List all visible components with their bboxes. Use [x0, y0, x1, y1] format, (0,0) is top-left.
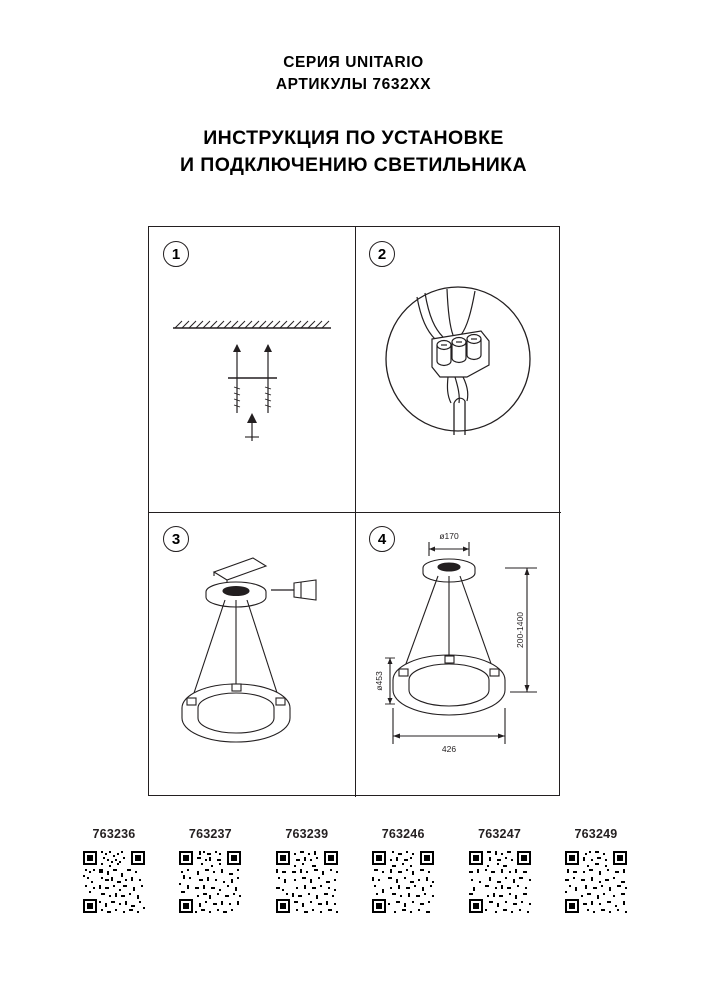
product-code-label: 763237: [188, 827, 232, 841]
product-code-label: 763247: [478, 827, 522, 841]
step-cell-1: [149, 227, 355, 512]
ring-diameter-label: ø453: [374, 671, 384, 691]
instruction-grid: [148, 226, 560, 796]
overall-width-label: 426: [441, 744, 457, 754]
product-code-label: 763249: [574, 827, 618, 841]
step-cell-4: [355, 512, 561, 797]
suspension-range-label: 200-1400: [515, 612, 525, 648]
product-code-label: 763236: [92, 827, 136, 841]
ceiling-anchor-icon: [149, 227, 355, 512]
terminal-block-wiring-icon: [355, 227, 561, 512]
qr-item: [263, 827, 351, 920]
series-label: СЕРИЯ UNITARIO: [283, 54, 424, 71]
qr-item: [359, 827, 447, 920]
qr-code-icon: [467, 849, 533, 915]
qr-item: [70, 827, 158, 920]
step-number-2: 2: [369, 241, 395, 267]
step-cell-2: [355, 227, 561, 512]
step-number-4: 4: [369, 526, 395, 552]
article-label: АРТИКУЛЫ 7632XX: [275, 76, 432, 93]
qr-code-icon: [370, 849, 436, 915]
page-title: [0, 125, 707, 179]
product-code-label: 763239: [285, 827, 329, 841]
qr-item: [456, 827, 544, 920]
step-number-3: 3: [163, 526, 189, 552]
canopy-mount-icon: [149, 512, 355, 797]
product-code-label: 763246: [381, 827, 425, 841]
qr-item: [166, 827, 254, 920]
qr-item: [552, 827, 640, 920]
product-qr-row: [70, 827, 640, 920]
document-header: [0, 52, 707, 96]
qr-code-icon: [274, 849, 340, 915]
qr-code-icon: [177, 849, 243, 915]
dimensions-icon: [355, 512, 561, 797]
qr-code-icon: [81, 849, 147, 915]
page-title-line1: ИНСТРУКЦИЯ ПО УСТАНОВКЕ: [203, 127, 504, 149]
step-number-1: 1: [163, 241, 189, 267]
qr-code-icon: [563, 849, 629, 915]
canopy-diameter-label: ø170: [439, 531, 459, 541]
step-cell-3: [149, 512, 355, 797]
page-title-line2: И ПОДКЛЮЧЕНИЮ СВЕТИЛЬНИКА: [180, 154, 527, 176]
